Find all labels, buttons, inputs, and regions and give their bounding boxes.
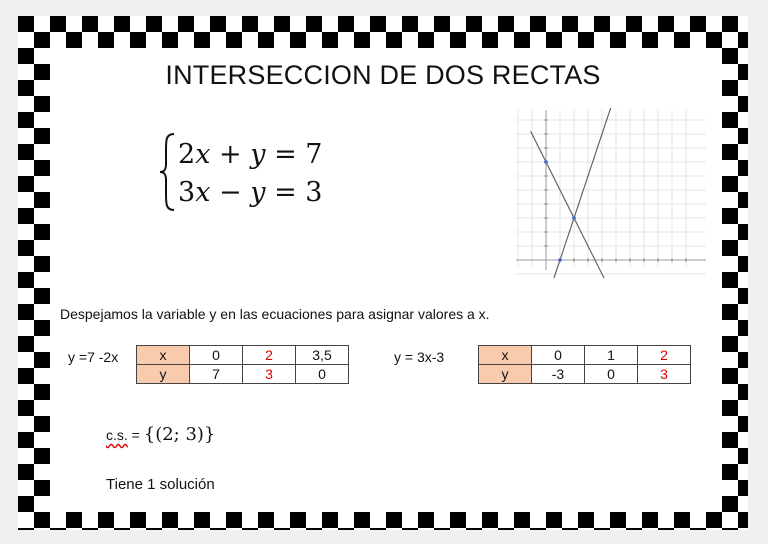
table-cell: 0 — [532, 346, 585, 365]
table-row — [479, 365, 691, 384]
content-area — [50, 48, 716, 498]
instruction-text: Despejamos la variable y en las ecuaciones para asignar valores a x. — [60, 306, 490, 322]
value-table-1 — [136, 345, 349, 384]
table-header-y: y — [137, 365, 190, 384]
equation-1: 2x + y = 7 — [178, 139, 323, 170]
table1-function-label: y =7 -2x — [68, 349, 119, 365]
table-cell: 3 — [243, 365, 296, 384]
table-cell: 1 — [585, 346, 638, 365]
table-cell: -3 — [532, 365, 585, 384]
table-cell: 2 — [638, 346, 691, 365]
solution-set-label: c.s. — [106, 427, 128, 443]
table-row — [479, 346, 691, 365]
table-cell: 7 — [190, 365, 243, 384]
solution-count: Tiene 1 solución — [106, 476, 215, 493]
table-cell: 0 — [585, 365, 638, 384]
table-header-x: x — [479, 346, 532, 365]
value-table-2 — [478, 345, 691, 384]
table2-function-label: y = 3x-3 — [394, 349, 445, 365]
equation-2: 3x − y = 3 — [178, 177, 323, 208]
table-cell: 3 — [638, 365, 691, 384]
equation-system — [158, 126, 408, 238]
solution-set: c.s. = {(2; 3)} — [106, 424, 216, 445]
table-cell: 0 — [296, 365, 349, 384]
intersection-graph — [510, 108, 710, 278]
table-row — [137, 365, 349, 384]
brace-icon — [158, 132, 176, 212]
table-header-x: x — [137, 346, 190, 365]
table-cell: 3,5 — [296, 346, 349, 365]
table-row — [137, 346, 349, 365]
solution-set-value: {(2; 3)} — [143, 424, 216, 445]
page-title: INTERSECCION DE DOS RECTAS — [165, 60, 601, 90]
table-cell: 2 — [243, 346, 296, 365]
table-cell: 0 — [190, 346, 243, 365]
table-header-y: y — [479, 365, 532, 384]
document-page — [18, 16, 748, 530]
